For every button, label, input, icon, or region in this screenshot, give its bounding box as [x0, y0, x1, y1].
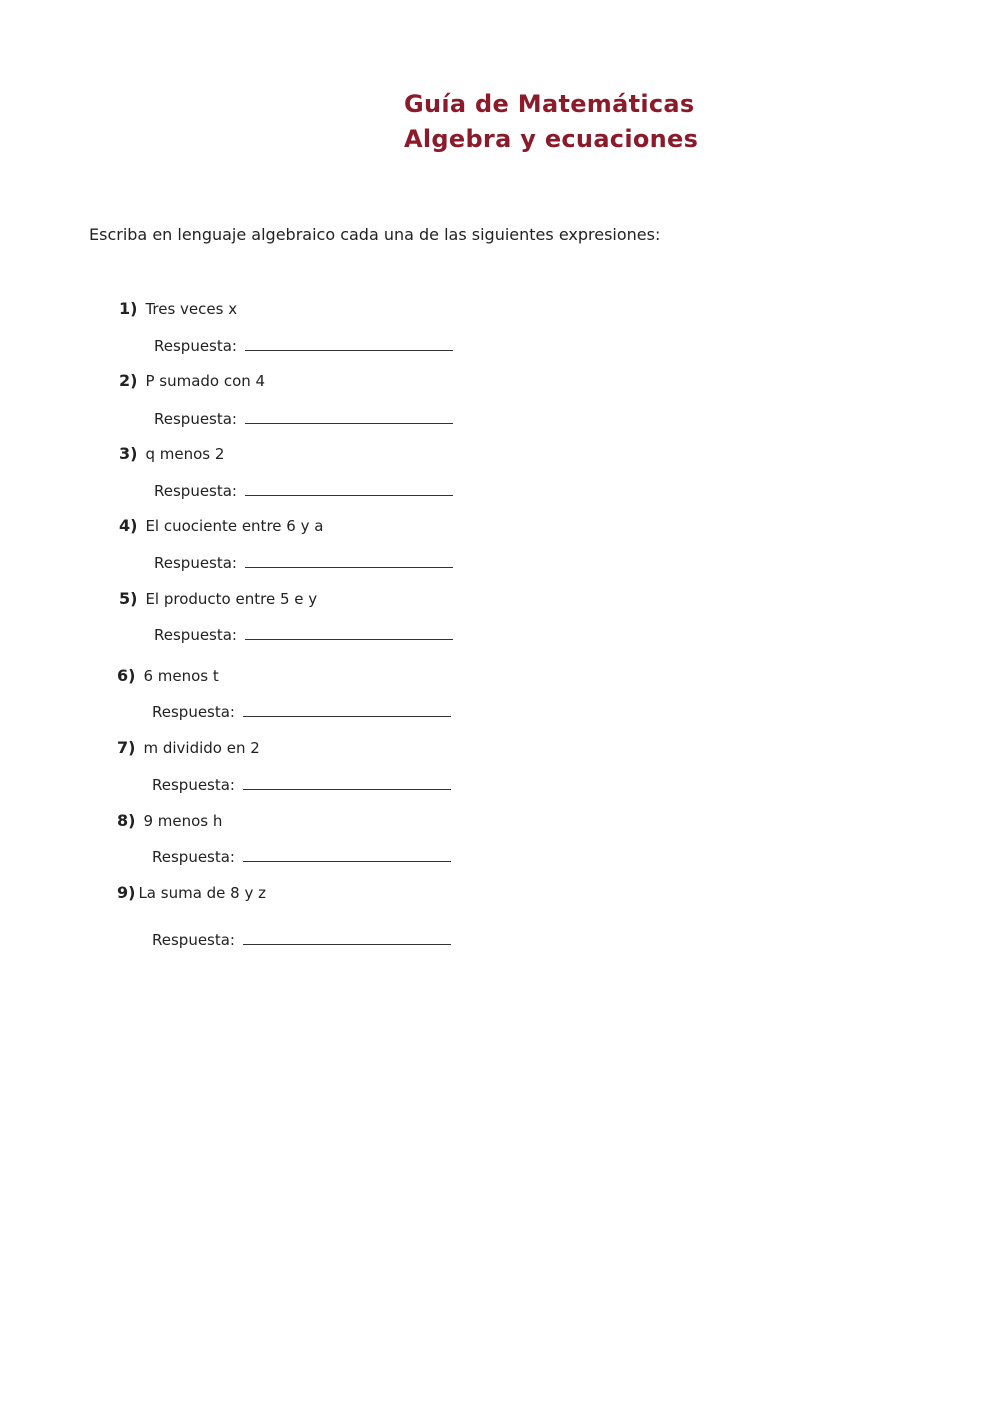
- question-text: 9 menos h: [143, 812, 223, 830]
- question-number: 1): [119, 299, 138, 318]
- question-item: [117, 666, 219, 685]
- question-number: 4): [119, 516, 138, 535]
- answer-row: [154, 553, 453, 572]
- question-item: [119, 589, 317, 608]
- answer-blank[interactable]: [245, 553, 453, 568]
- question-text: El producto entre 5 e y: [145, 590, 318, 608]
- question-item: [119, 371, 265, 390]
- answer-blank[interactable]: [243, 775, 451, 790]
- question-item: [117, 738, 260, 757]
- answer-row: [154, 481, 453, 500]
- question-number: 2): [119, 371, 138, 390]
- question-item: [119, 444, 224, 463]
- answer-label: Respuesta:: [152, 776, 235, 794]
- page-subtitle: Algebra y ecuaciones: [404, 125, 699, 153]
- answer-row: [154, 336, 453, 355]
- answer-blank[interactable]: [245, 409, 453, 424]
- instruction-text: Escriba en lenguaje algebraico cada una de las siguientes expresiones:: [89, 225, 661, 244]
- answer-blank[interactable]: [243, 930, 451, 945]
- question-text: q menos 2: [145, 445, 225, 463]
- answer-label: Respuesta:: [154, 482, 237, 500]
- question-number: 6): [117, 666, 136, 685]
- answer-blank[interactable]: [243, 702, 451, 717]
- answer-label: Respuesta:: [154, 410, 237, 428]
- question-text: El cuociente entre 6 y a: [145, 517, 324, 535]
- question-text: m dividido en 2: [143, 739, 260, 757]
- answer-row: [154, 409, 453, 428]
- answer-label: Respuesta:: [152, 703, 235, 721]
- question-text: P sumado con 4: [145, 372, 266, 390]
- answer-blank[interactable]: [245, 625, 453, 640]
- answer-row: [152, 847, 451, 866]
- question-item: [119, 299, 237, 318]
- answer-row: [152, 930, 451, 949]
- answer-row: [152, 702, 451, 721]
- answer-blank[interactable]: [245, 481, 453, 496]
- question-number: 8): [117, 811, 136, 830]
- answer-label: Respuesta:: [154, 554, 237, 572]
- question-number: 9): [117, 883, 136, 902]
- answer-label: Respuesta:: [152, 931, 235, 949]
- question-text: 6 menos t: [143, 667, 219, 685]
- question-item: [117, 811, 222, 830]
- answer-row: [154, 625, 453, 644]
- answer-label: Respuesta:: [154, 337, 237, 355]
- question-item: [119, 516, 323, 535]
- answer-blank[interactable]: [245, 336, 453, 351]
- question-text: Tres veces x: [145, 300, 238, 318]
- answer-label: Respuesta:: [152, 848, 235, 866]
- question-number: 3): [119, 444, 138, 463]
- answer-label: Respuesta:: [154, 626, 237, 644]
- question-number: 5): [119, 589, 138, 608]
- page-title: Guía de Matemáticas: [404, 90, 695, 118]
- question-number: 7): [117, 738, 136, 757]
- answer-blank[interactable]: [243, 847, 451, 862]
- answer-row: [152, 775, 451, 794]
- question-item: [117, 883, 266, 902]
- question-text: La suma de 8 y z: [138, 884, 267, 902]
